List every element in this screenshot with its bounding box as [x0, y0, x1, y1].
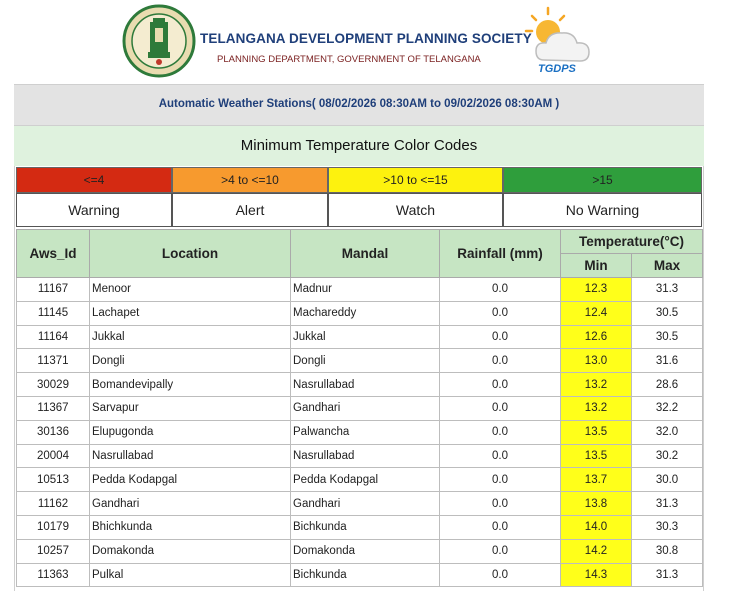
cell-rainfall: 0.0 — [440, 492, 561, 516]
cell-mandal: Nasrullabad — [291, 373, 440, 397]
cell-mandal: Pedda Kodapgal — [291, 468, 440, 492]
cell-max-temp: 31.6 — [632, 349, 703, 373]
cell-min-temp: 13.7 — [561, 468, 632, 492]
table-row — [17, 420, 703, 444]
cell-max-temp: 30.3 — [632, 515, 703, 539]
range-no-warning: >15 — [503, 167, 702, 193]
cell-mandal: Domakonda — [291, 539, 440, 563]
cell-aws-id: 30029 — [17, 373, 90, 397]
tgdps-logo-label: TGDPS — [538, 63, 576, 75]
header-min: Min — [561, 254, 632, 278]
cell-max-temp: 31.3 — [632, 492, 703, 516]
cell-mandal: Bichkunda — [291, 563, 440, 587]
table-row — [17, 325, 703, 349]
cell-aws-id: 30136 — [17, 420, 90, 444]
cell-location: Gandhari — [90, 492, 291, 516]
cell-location: Nasrullabad — [90, 444, 291, 468]
color-code-ranges — [16, 167, 702, 193]
cell-rainfall: 0.0 — [440, 539, 561, 563]
cell-max-temp: 30.8 — [632, 539, 703, 563]
cell-min-temp: 13.0 — [561, 349, 632, 373]
weather-stations-table — [16, 229, 703, 587]
table-row — [17, 301, 703, 325]
color-code-labels — [16, 193, 702, 227]
cell-min-temp: 12.6 — [561, 325, 632, 349]
header-location: Location — [90, 230, 291, 278]
cell-rainfall: 0.0 — [440, 468, 561, 492]
table-body — [17, 278, 703, 587]
table-row — [17, 349, 703, 373]
table-row — [17, 278, 703, 302]
cell-rainfall: 0.0 — [440, 396, 561, 420]
cell-aws-id: 20004 — [17, 444, 90, 468]
cell-location: Jukkal — [90, 325, 291, 349]
cell-min-temp: 12.4 — [561, 301, 632, 325]
cell-mandal: Nasrullabad — [291, 444, 440, 468]
cell-aws-id: 11167 — [17, 278, 90, 302]
org-subtitle: PLANNING DEPARTMENT, GOVERNMENT OF TELANGANA — [217, 54, 481, 65]
cell-max-temp: 32.2 — [632, 396, 703, 420]
station-period-text: Automatic Weather Stations( 08/02/2026 08:30AM to 09/02/2026 08:30AM ) — [158, 98, 560, 110]
cell-mandal: Gandhari — [291, 492, 440, 516]
cell-aws-id: 11371 — [17, 349, 90, 373]
cell-max-temp: 30.5 — [632, 325, 703, 349]
range-warning: <=4 — [16, 167, 172, 193]
table-row — [17, 515, 703, 539]
cell-max-temp: 32.0 — [632, 420, 703, 444]
table-row — [17, 563, 703, 587]
cell-min-temp: 13.2 — [561, 373, 632, 397]
cell-max-temp: 31.3 — [632, 278, 703, 302]
cell-min-temp: 13.2 — [561, 396, 632, 420]
cell-max-temp: 30.0 — [632, 468, 703, 492]
color-codes-header — [14, 126, 704, 166]
cell-max-temp: 28.6 — [632, 373, 703, 397]
table-row — [17, 373, 703, 397]
cell-mandal: Machareddy — [291, 301, 440, 325]
cell-min-temp: 14.3 — [561, 563, 632, 587]
header-max: Max — [632, 254, 703, 278]
cell-location: Lachapet — [90, 301, 291, 325]
table-row — [17, 396, 703, 420]
cell-location: Bomandevipally — [90, 373, 291, 397]
cell-location: Menoor — [90, 278, 291, 302]
cell-min-temp: 14.2 — [561, 539, 632, 563]
cell-rainfall: 0.0 — [440, 563, 561, 587]
cell-rainfall: 0.0 — [440, 301, 561, 325]
cell-max-temp: 30.2 — [632, 444, 703, 468]
cell-mandal: Bichkunda — [291, 515, 440, 539]
cell-max-temp: 30.5 — [632, 301, 703, 325]
cell-aws-id: 10179 — [17, 515, 90, 539]
cell-mandal: Madnur — [291, 278, 440, 302]
cell-mandal: Gandhari — [291, 396, 440, 420]
cell-min-temp: 12.3 — [561, 278, 632, 302]
table-row — [17, 539, 703, 563]
cell-rainfall: 0.0 — [440, 373, 561, 397]
color-codes-title: Minimum Temperature Color Codes — [240, 137, 478, 154]
cell-location: Dongli — [90, 349, 291, 373]
label-no-warning: No Warning — [503, 193, 702, 227]
header-aws-id: Aws_Id — [17, 230, 90, 278]
cell-rainfall: 0.0 — [440, 278, 561, 302]
label-watch: Watch — [328, 193, 503, 227]
label-alert: Alert — [172, 193, 328, 227]
page-header — [14, 0, 704, 84]
range-alert: >4 to <=10 — [172, 167, 328, 193]
cell-aws-id: 10257 — [17, 539, 90, 563]
telangana-state-emblem-icon — [122, 4, 196, 78]
cell-location: Bhichkunda — [90, 515, 291, 539]
cell-rainfall: 0.0 — [440, 420, 561, 444]
cell-rainfall: 0.0 — [440, 349, 561, 373]
cell-min-temp: 13.5 — [561, 444, 632, 468]
cell-location: Sarvapur — [90, 396, 291, 420]
cell-mandal: Jukkal — [291, 325, 440, 349]
cell-max-temp: 31.3 — [632, 563, 703, 587]
cell-aws-id: 11164 — [17, 325, 90, 349]
cell-rainfall: 0.0 — [440, 515, 561, 539]
cell-aws-id: 11367 — [17, 396, 90, 420]
cell-rainfall: 0.0 — [440, 325, 561, 349]
cell-min-temp: 13.5 — [561, 420, 632, 444]
table-row — [17, 468, 703, 492]
header-mandal: Mandal — [291, 230, 440, 278]
cell-min-temp: 13.8 — [561, 492, 632, 516]
station-info-bar — [14, 84, 704, 126]
table-row — [17, 444, 703, 468]
cell-aws-id: 10513 — [17, 468, 90, 492]
cell-aws-id: 11145 — [17, 301, 90, 325]
label-warning: Warning — [16, 193, 172, 227]
cell-aws-id: 11162 — [17, 492, 90, 516]
cell-rainfall: 0.0 — [440, 444, 561, 468]
header-rainfall: Rainfall (mm) — [440, 230, 561, 278]
cell-location: Domakonda — [90, 539, 291, 563]
cell-min-temp: 14.0 — [561, 515, 632, 539]
cell-location: Pedda Kodapgal — [90, 468, 291, 492]
table-row — [17, 492, 703, 516]
cell-aws-id: 11363 — [17, 563, 90, 587]
cell-location: Elupugonda — [90, 420, 291, 444]
cell-mandal: Palwancha — [291, 420, 440, 444]
range-watch: >10 to <=15 — [328, 167, 503, 193]
cell-location: Pulkal — [90, 563, 291, 587]
header-temperature: Temperature(°C) — [561, 230, 703, 254]
org-name: TELANGANA DEVELOPMENT PLANNING SOCIETY — [200, 31, 532, 46]
cell-mandal: Dongli — [291, 349, 440, 373]
